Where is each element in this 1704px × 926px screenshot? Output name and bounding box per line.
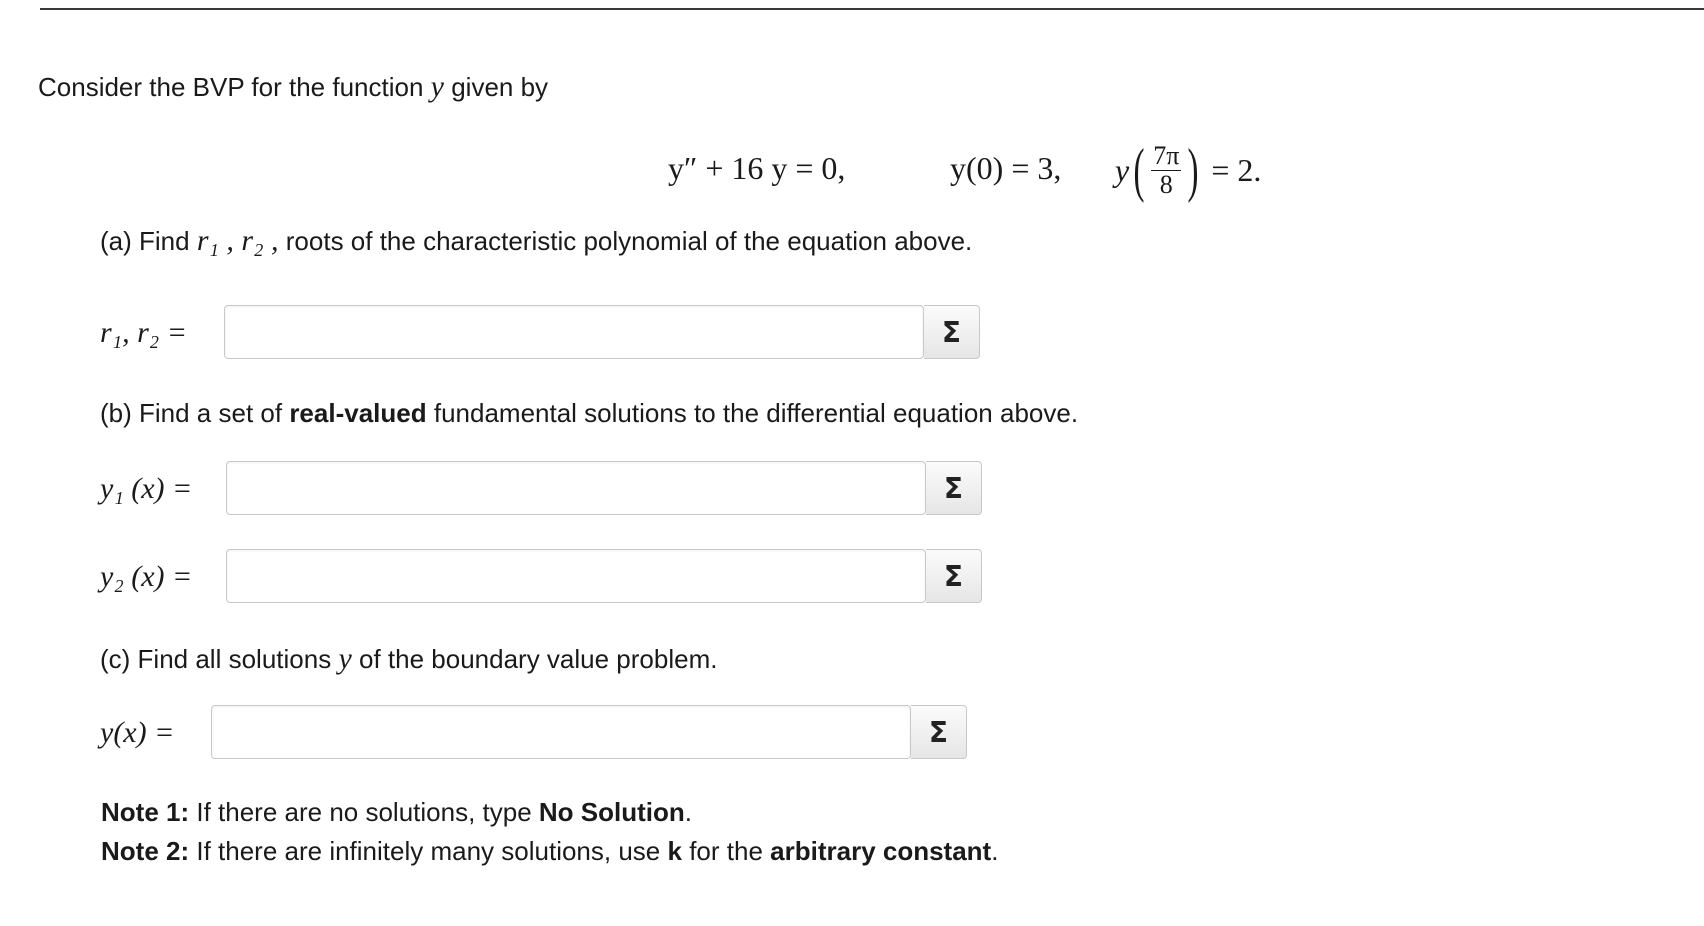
note-1-end: . [684,797,692,827]
note-2-text: If there are infinitely many solutions, use [196,836,661,866]
y2-input[interactable] [226,549,926,603]
part-c-var: y [338,642,352,675]
part-b-question [100,398,1078,429]
note-2-mid: for the [689,836,763,866]
solution-input[interactable] [211,705,911,759]
solution-sigma-button[interactable]: Σ [911,705,967,759]
intro-text [38,70,548,104]
part-c-question [100,642,717,676]
bc-fraction [1151,142,1181,198]
part-b-bold: real-valued [289,398,427,428]
part-b-prefix: (b) Find a set of [100,398,283,428]
roots-input[interactable] [224,305,924,359]
note-2 [101,836,998,867]
note-2-label: Note 2: [101,836,190,866]
bc-denominator: 8 [1159,169,1173,199]
part-a-prefix: (a) Find [100,226,190,256]
y1-input[interactable] [226,461,926,515]
part-c-label: y(x) = [100,716,175,749]
left-paren: ( [1133,137,1145,203]
note-2-k: k [667,836,682,866]
intro-prefix: Consider the BVP for the function [38,72,424,102]
note-1-text: If there are no solutions, type [196,797,532,827]
top-divider [40,8,1704,10]
part-a-vars: r₁ , r₂ , [196,224,279,257]
boundary-condition [1115,128,1261,212]
bc-rhs: = 2. [1211,151,1262,188]
part-b-suffix: fundamental solutions to the differential equation above. [433,398,1079,428]
roots-sigma-button[interactable]: Σ [924,305,980,359]
bc-function: y [1115,151,1130,188]
bc-numerator: 7π [1153,141,1180,171]
part-b-label-2: y₂ (x) = [100,560,193,593]
note-2-end: . [991,836,999,866]
intro-var: y [430,70,444,103]
right-paren: ) [1187,137,1199,203]
part-a-suffix: roots of the characteristic polynomial of the equation above. [285,226,973,256]
initial-condition: y(0) = 3, [950,150,1062,186]
note-1-bold: No Solution [538,797,685,827]
note-1 [101,797,692,828]
ode-equation: y″ + 16 y = 0, [668,150,846,186]
y1-sigma-button[interactable]: Σ [926,461,982,515]
part-a-question [100,224,972,258]
part-c-suffix: of the boundary value problem. [359,644,718,674]
part-a-label: r₁, r₂ = [100,316,187,349]
note-1-label: Note 1: [101,797,190,827]
part-c-prefix: (c) Find all solutions [100,644,332,674]
note-2-bold: arbitrary constant [770,836,992,866]
y2-sigma-button[interactable]: Σ [926,549,982,603]
intro-suffix: given by [451,72,549,102]
part-b-label-1: y₁ (x) = [100,472,193,505]
